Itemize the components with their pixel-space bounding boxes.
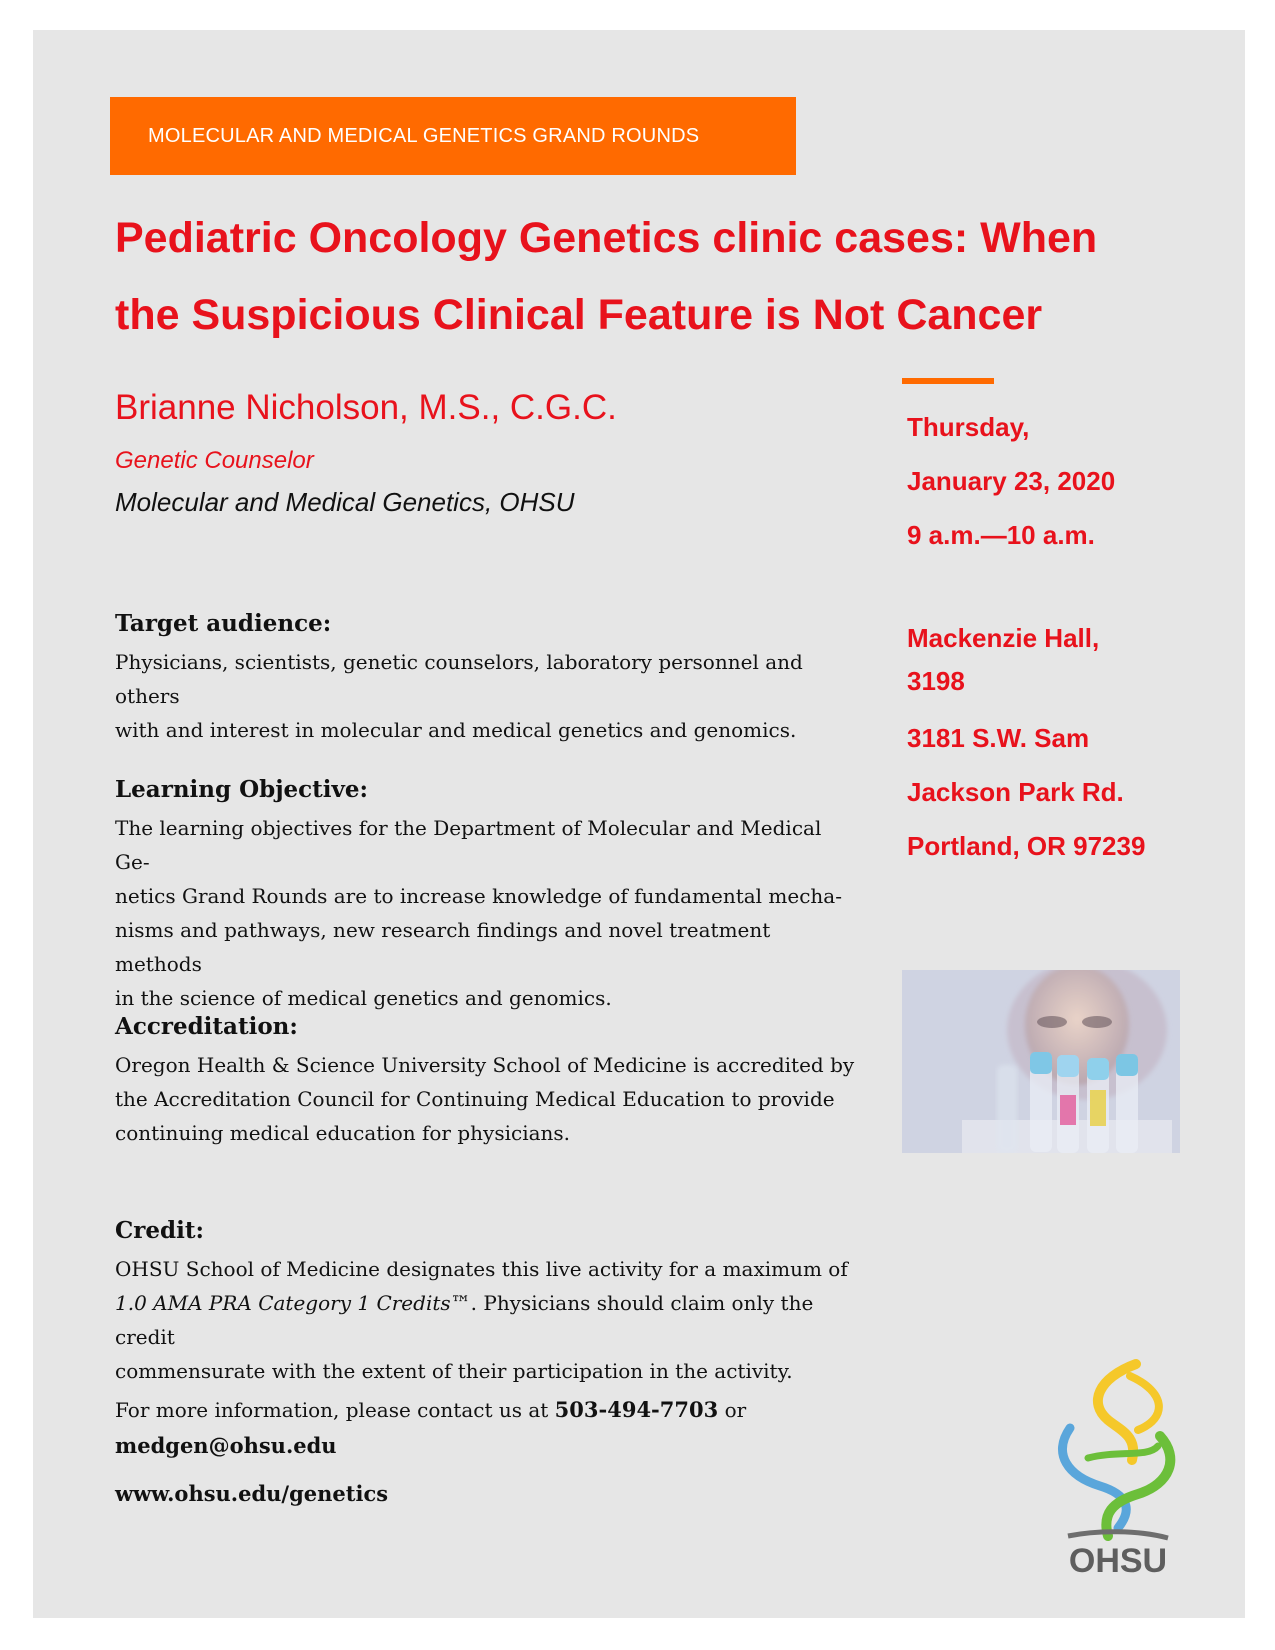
speaker-department: Molecular and Medical Genetics, OHSU	[115, 487, 575, 517]
text-line: Oregon Health & Science University School of Medicine is accredited by	[115, 1053, 855, 1077]
accent-divider	[902, 378, 994, 384]
series-banner	[110, 97, 796, 175]
event-location	[907, 617, 1145, 873]
event-room: 3198	[907, 666, 965, 696]
contact-email[interactable]: medgen@ohsu.edu	[115, 1433, 337, 1458]
text-line: in the science of medical genetics and genomics.	[115, 986, 612, 1010]
text-line: The learning objectives for the Department of Molecular and Medical Ge-	[115, 816, 822, 874]
text-line: with and interest in molecular and medical genetics and genomics.	[115, 718, 797, 742]
text-line: the Accreditation Council for Continuing Medical Education to provide	[115, 1087, 835, 1111]
contact-line	[115, 1392, 746, 1428]
contact-or: or	[718, 1398, 747, 1422]
ohsu-logo	[1048, 1358, 1188, 1578]
text-line: nisms and pathways, new research findings and novel treatment methods	[115, 918, 771, 976]
talk-title-line-1: Pediatric Oncology Genetics clinic cases: When	[115, 214, 1098, 262]
text-line: Physicians, scientists, genetic counselors, laboratory personnel and others	[115, 650, 803, 708]
event-address-line-1: 3181 S.W. Sam	[907, 723, 1090, 753]
learning-objective-text	[115, 811, 860, 1015]
target-audience-heading: Target audience:	[115, 610, 332, 637]
contact-prefix: For more information, please contact us at	[115, 1398, 555, 1422]
contact-info	[115, 1392, 746, 1512]
event-day: Thursday,	[907, 412, 1030, 442]
talk-title-line-2: the Suspicious Clinical Feature is Not Cancer	[115, 291, 1043, 339]
talk-title	[115, 200, 1175, 354]
credit-section	[115, 1217, 860, 1388]
event-datetime	[907, 400, 1115, 562]
credit-heading: Credit:	[115, 1217, 204, 1244]
target-audience-text	[115, 645, 860, 747]
lab-photo-illustration	[902, 970, 1180, 1153]
speaker-role: Genetic Counselor	[115, 447, 314, 474]
text-line: . Physicians should claim only the credit	[115, 1291, 814, 1349]
event-address-line-2: Jackson Park Rd.	[907, 777, 1124, 807]
speaker-name: Brianne Nicholson, M.S., C.G.C.	[115, 388, 617, 427]
accreditation-heading: Accreditation:	[115, 1013, 298, 1040]
learning-objective-section	[115, 776, 860, 1015]
event-time: 9 a.m.—10 a.m.	[907, 520, 1095, 550]
event-venue: Mackenzie Hall,	[907, 623, 1100, 653]
accreditation-section	[115, 1013, 860, 1150]
target-audience-section	[115, 610, 860, 747]
lab-scientist-photo	[902, 970, 1180, 1153]
event-address-line-3: Portland, OR 97239	[907, 831, 1146, 861]
text-line: continuing medical education for physicians.	[115, 1121, 571, 1145]
series-banner-label: MOLECULAR AND MEDICAL GENETICS GRAND ROUNDS	[148, 124, 700, 147]
accreditation-text	[115, 1048, 860, 1150]
text-line: netics Grand Rounds are to increase knowledge of fundamental mecha-	[115, 884, 842, 908]
ohsu-logo-text: OHSU	[1068, 1542, 1168, 1578]
credit-designation: 1.0 AMA PRA Category 1 Credits™	[115, 1291, 471, 1315]
event-date: January 23, 2020	[907, 466, 1116, 496]
text-line: commensurate with the extent of their participation in the activity.	[115, 1359, 793, 1383]
text-line: OHSU School of Medicine designates this live activity for a maximum of	[115, 1257, 848, 1281]
learning-objective-heading: Learning Objective:	[115, 776, 369, 803]
contact-website[interactable]: www.ohsu.edu/genetics	[115, 1481, 389, 1506]
credit-text	[115, 1252, 860, 1388]
ohsu-helix-icon	[1048, 1358, 1188, 1578]
contact-phone: 503-494-7703	[554, 1397, 719, 1422]
